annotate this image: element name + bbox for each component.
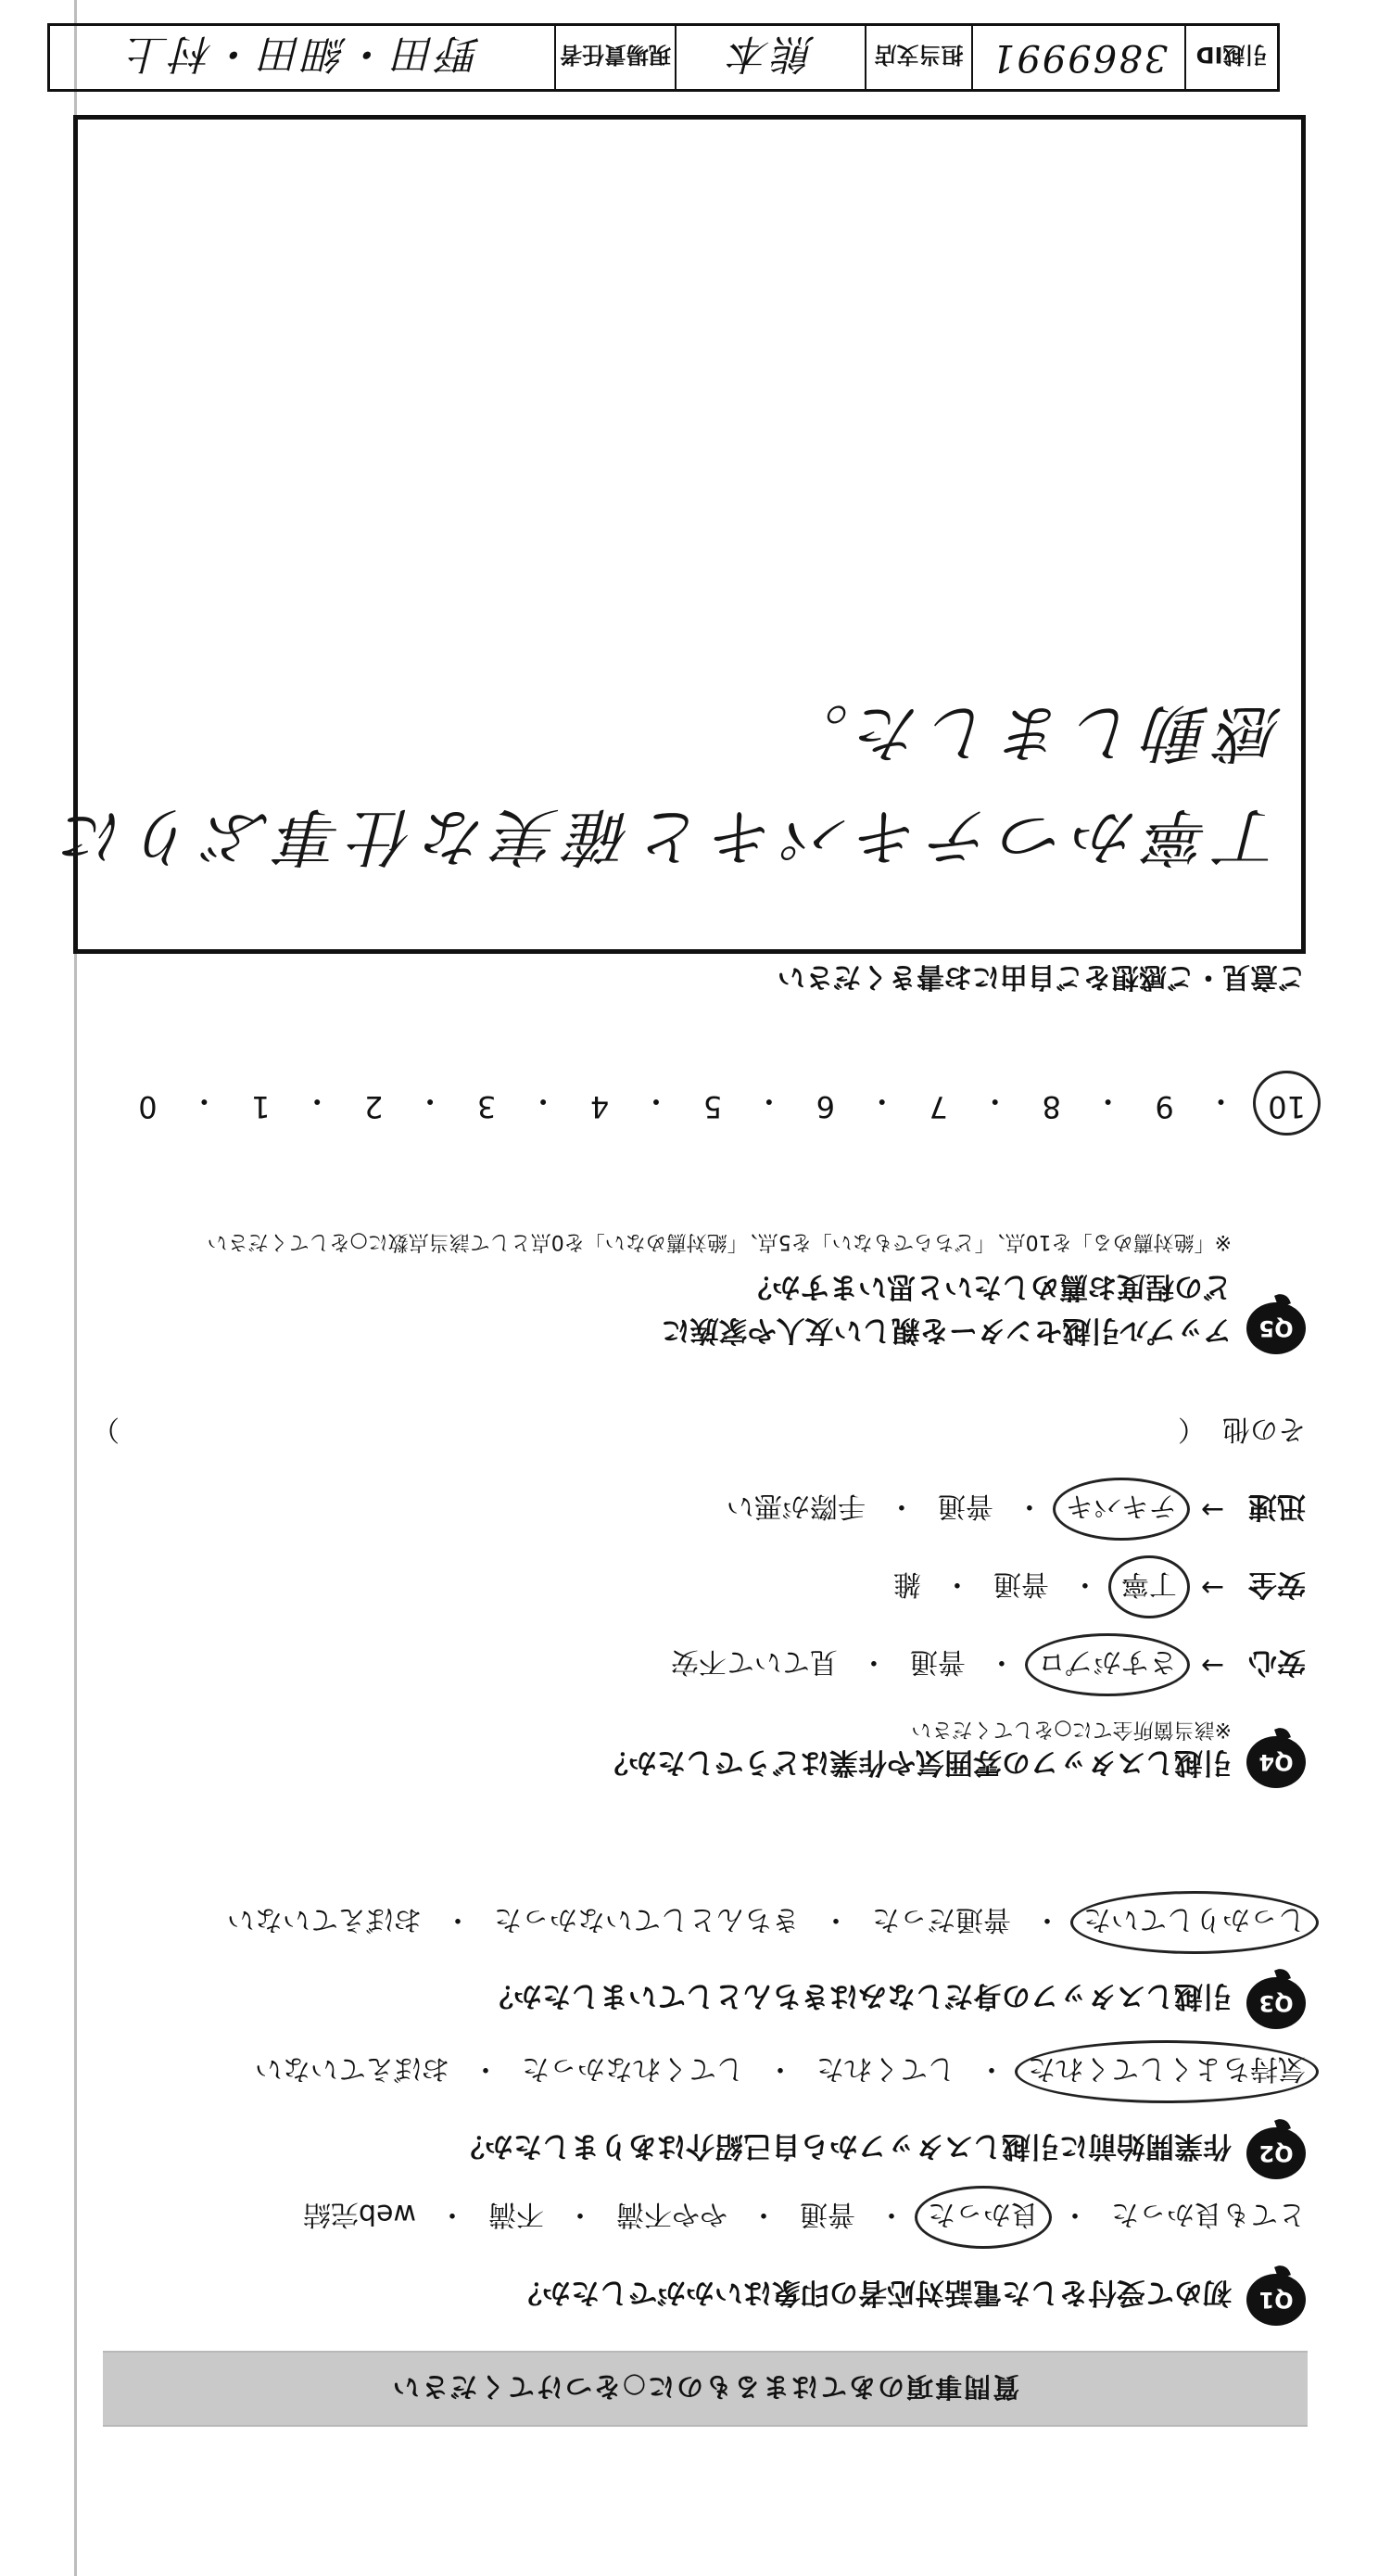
q3-question: 引越しスタッフの身だしなみはきちんとしていましたか？ bbox=[485, 1979, 1232, 2012]
q4-anzen-option-careful[interactable]: 丁寧 bbox=[1121, 1567, 1177, 1608]
q5-score-2[interactable]: 2 bbox=[364, 1089, 384, 1124]
q5-scale: 10 ・ 9 ・ 8 ・ 7 ・ 6 ・ 5 ・ 4 ・ 3 ・ 2 ・ 1 ・ 0 bbox=[138, 1084, 1306, 1124]
q4-jinsoku-option-brisk[interactable]: テキパキ bbox=[1066, 1490, 1177, 1530]
q2-option-did[interactable]: してくれた bbox=[816, 2052, 955, 2085]
q4-anshin-option-pro[interactable]: さすがプロ bbox=[1038, 1645, 1177, 1686]
instruction-text: 質問事項のあてはまるものに○をつけてください bbox=[390, 2371, 1020, 2404]
q4-jinsoku-row: 迅速 → テキパキ ・ 普通 ・ 手際が悪い bbox=[727, 1489, 1306, 1530]
q1-option-slightly-dissatisfied[interactable]: やや不満 bbox=[616, 2198, 727, 2230]
q4-anzen-label: 安全 bbox=[1248, 1567, 1306, 1601]
q4-anzen-option-normal[interactable]: 普通 bbox=[993, 1567, 1049, 1601]
leader-label-cell bbox=[554, 26, 675, 89]
q2-option-pleasant[interactable]: 気持ちよくしてくれた bbox=[1028, 2051, 1306, 2092]
q5-score-0[interactable]: 0 bbox=[138, 1089, 158, 1124]
q5-note: ※「絶対薦める」を10点、「どちらでもない」を5点、「絶対薦めない」を0点として該当点数に○をしてください bbox=[207, 1230, 1232, 1253]
q1-option-normal[interactable]: 普通 bbox=[800, 2198, 855, 2230]
q1-option-good[interactable]: 良かった bbox=[928, 2197, 1039, 2238]
arrow-right-icon: → bbox=[1200, 1493, 1224, 1526]
q5-question-line2: どの程度お薦めしたいと思いますか？ bbox=[743, 1270, 1232, 1303]
q4-jinsoku-option-clumsy[interactable]: 手際が悪い bbox=[726, 1490, 866, 1523]
q1-badge: Q1 bbox=[1246, 2274, 1306, 2326]
q5-badge: Q5 bbox=[1246, 1302, 1306, 1354]
q4-anzen-row: 安全 → 丁寧 ・ 普通 ・ 雑 bbox=[893, 1567, 1306, 1608]
q4-anshin-option-uneasy[interactable]: 見ていて不安 bbox=[670, 1645, 838, 1679]
q5-score-10[interactable]: 10 bbox=[1268, 1082, 1306, 1124]
q1-option-very-good[interactable]: とても良かった bbox=[1111, 2198, 1306, 2230]
q4-anshin-row: 安心 → さすがプロ ・ 普通 ・ 見ていて不安 bbox=[671, 1644, 1306, 1686]
q2-question: 作業開始前に引越しスタッフから自己紹介はありましたか？ bbox=[456, 2129, 1232, 2163]
q1-question: 初めて受付をした電話対応者の印象はいかがでしたか？ bbox=[513, 2276, 1232, 2309]
q5-score-6[interactable]: 6 bbox=[816, 1089, 836, 1124]
comment-box[interactable] bbox=[53, 115, 1306, 954]
arrow-right-icon: → bbox=[1200, 1571, 1224, 1604]
q5-score-3[interactable]: 3 bbox=[476, 1089, 497, 1124]
q5-question-line1: アップル引越センターを親しい友人や家族に bbox=[661, 1313, 1232, 1347]
q4-anshin-option-normal[interactable]: 普通 bbox=[909, 1645, 966, 1679]
q5-score-1[interactable]: 1 bbox=[251, 1089, 271, 1124]
q3-option-dont-remember[interactable]: おぼえていない bbox=[227, 1903, 422, 1935]
leader-value-cell bbox=[50, 26, 554, 89]
q3-option-not-neat[interactable]: きちんとしていなかった bbox=[494, 1903, 800, 1935]
id-label: 引越ID bbox=[1195, 42, 1268, 69]
branch-label: 担当支店 bbox=[874, 42, 964, 69]
q1-option-web[interactable]: web完結 bbox=[302, 2198, 416, 2230]
q1-option-dissatisfied[interactable]: 不満 bbox=[488, 2198, 544, 2230]
comment-line-2: 感動しました。 bbox=[776, 695, 1283, 768]
id-value: 3869991 bbox=[989, 36, 1169, 79]
q4-jinsoku-label: 迅速 bbox=[1248, 1490, 1306, 1523]
q5-score-9[interactable]: 9 bbox=[1155, 1089, 1174, 1124]
q4-anshin-label: 安心 bbox=[1248, 1645, 1306, 1679]
arrow-right-icon: → bbox=[1200, 1649, 1224, 1681]
info-table bbox=[47, 23, 1280, 92]
leader-label: 現場責任者 bbox=[560, 42, 671, 69]
q5-score-7[interactable]: 7 bbox=[929, 1089, 948, 1124]
q5-score-5[interactable]: 5 bbox=[702, 1089, 723, 1124]
q4-other-label: その他 bbox=[1222, 1413, 1306, 1445]
q4-note: ※該当箇所全てに○をしてください bbox=[911, 1718, 1232, 1741]
branch-value: 熊本 bbox=[726, 30, 816, 77]
id-value-cell bbox=[971, 26, 1184, 89]
q2-option-dont-remember[interactable]: おぼえていない bbox=[255, 2052, 449, 2085]
q4-other-close-paren: ） bbox=[92, 1413, 120, 1445]
q4-badge: Q4 bbox=[1246, 1736, 1306, 1788]
comment-label: ご意見・ご感想をご自由にお書きください bbox=[778, 960, 1306, 993]
q2-options: 気持ちよくしてくれた ・ してくれた ・ してくれなかった ・ おぼえていない bbox=[255, 2051, 1306, 2092]
q4-other-open-paren: （ bbox=[1178, 1413, 1206, 1445]
q1-options: とても良かった ・ 良かった ・ 普通 ・ やや不満 ・ 不満 ・ web完結 bbox=[303, 2197, 1306, 2238]
comment-line-1: 丁寧かつテキパキと確実な仕事ぶりに bbox=[53, 799, 1283, 872]
q5-score-8[interactable]: 8 bbox=[1042, 1089, 1061, 1124]
q3-options: しっかりしていた ・ 普通だった ・ きちんとしていなかった ・ おぼえていない bbox=[227, 1902, 1306, 1943]
q2-badge: Q2 bbox=[1246, 2127, 1306, 2179]
q2-option-did-not[interactable]: してくれなかった bbox=[522, 2052, 744, 2085]
branch-label-cell bbox=[865, 26, 971, 89]
branch-value-cell bbox=[675, 26, 865, 89]
q4-anzen-option-rough[interactable]: 雑 bbox=[892, 1567, 921, 1601]
q4-jinsoku-option-normal[interactable]: 普通 bbox=[937, 1490, 993, 1523]
leader-value: 野田・細田・村上 bbox=[124, 30, 480, 77]
q5-score-4[interactable]: 4 bbox=[589, 1089, 610, 1124]
q3-option-neat[interactable]: しっかりしていた bbox=[1083, 1902, 1306, 1943]
instruction-banner bbox=[103, 2351, 1308, 2427]
q3-option-normal[interactable]: 普通だった bbox=[872, 1903, 1011, 1935]
id-label-cell bbox=[1184, 26, 1277, 89]
q3-badge: Q3 bbox=[1246, 1977, 1306, 2029]
q4-other-row bbox=[92, 1412, 1306, 1453]
q4-question: 引越しスタッフの雰囲気や作業はどうでしたか？ bbox=[600, 1745, 1232, 1779]
